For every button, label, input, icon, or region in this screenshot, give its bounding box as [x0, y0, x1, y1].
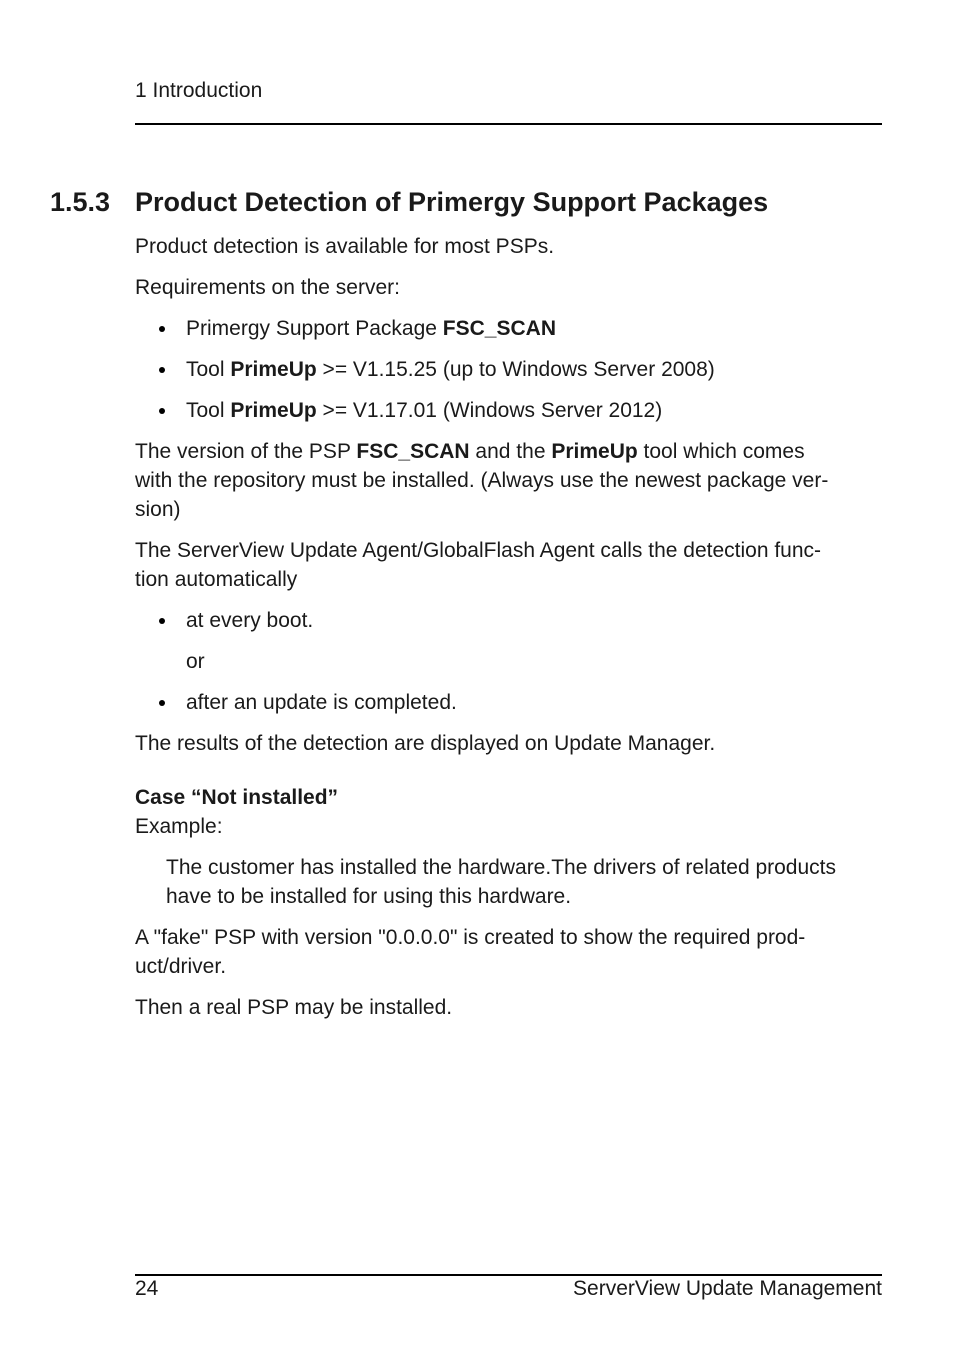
- footer-divider: [135, 1274, 882, 1276]
- paragraph-line: The version of the PSP FSC_SCAN and the PrimeUp tool which comes: [135, 440, 805, 463]
- header-divider: [135, 123, 882, 125]
- real-psp-paragraph: [135, 993, 870, 1022]
- page-number: 24: [135, 1277, 159, 1300]
- intro-paragraph: [135, 232, 870, 261]
- version-paragraph: [135, 437, 870, 524]
- example-label: [135, 812, 870, 841]
- paragraph-line: have to be installed for using this hardware.: [166, 885, 572, 908]
- paragraph-line: A "fake" PSP with version "0.0.0.0" is created to show the required prod-: [135, 926, 806, 949]
- requirements-intro-text: Requirements on the server:: [135, 276, 400, 299]
- paragraph-line: sion): [135, 498, 181, 521]
- list-item-text: Tool PrimeUp >= V1.15.25 (up to Windows Server 2008): [186, 358, 715, 381]
- example-label-text: Example:: [135, 815, 223, 838]
- case-heading: Case “Not installed”: [135, 786, 339, 809]
- results-text: The results of the detection are displayed on Update Manager.: [135, 732, 716, 755]
- paragraph-line: tion automatically: [135, 568, 298, 591]
- real-psp-text: Then a real PSP may be installed.: [135, 996, 453, 1019]
- bullet-icon: [159, 326, 165, 332]
- example-block: [166, 853, 876, 911]
- bullet-icon: [159, 700, 165, 706]
- paragraph-line: The customer has installed the hardware.The drivers of related products: [166, 856, 837, 879]
- list-item-text: after an update is completed.: [186, 691, 457, 714]
- paragraph-line: uct/driver.: [135, 955, 227, 978]
- fake-psp-paragraph: [135, 923, 870, 981]
- section-number: 1.5.3: [50, 187, 111, 217]
- requirements-intro: [135, 273, 870, 302]
- paragraph-line: The ServerView Update Agent/GlobalFlash Agent calls the detection func-: [135, 539, 822, 562]
- intro-text: Product detection is available for most PSPs.: [135, 235, 555, 258]
- agent-paragraph: [135, 536, 870, 594]
- bullet-icon: [159, 367, 165, 373]
- list-item-text: Tool PrimeUp >= V1.17.01 (Windows Server 2012): [186, 399, 663, 422]
- bullet-icon: [159, 618, 165, 624]
- results-paragraph: [135, 729, 870, 758]
- bullet-icon: [159, 408, 165, 414]
- section-title: Product Detection of Primergy Support Packages: [135, 187, 769, 217]
- document-title: ServerView Update Management: [573, 1277, 882, 1300]
- paragraph-line: with the repository must be installed. (Always use the newest package ver-: [135, 469, 829, 492]
- list-item-text: at every boot.: [186, 609, 314, 632]
- or-text: or: [186, 650, 205, 673]
- running-header: 1 Introduction: [135, 79, 263, 102]
- list-item-text: Primergy Support Package FSC_SCAN: [186, 317, 556, 340]
